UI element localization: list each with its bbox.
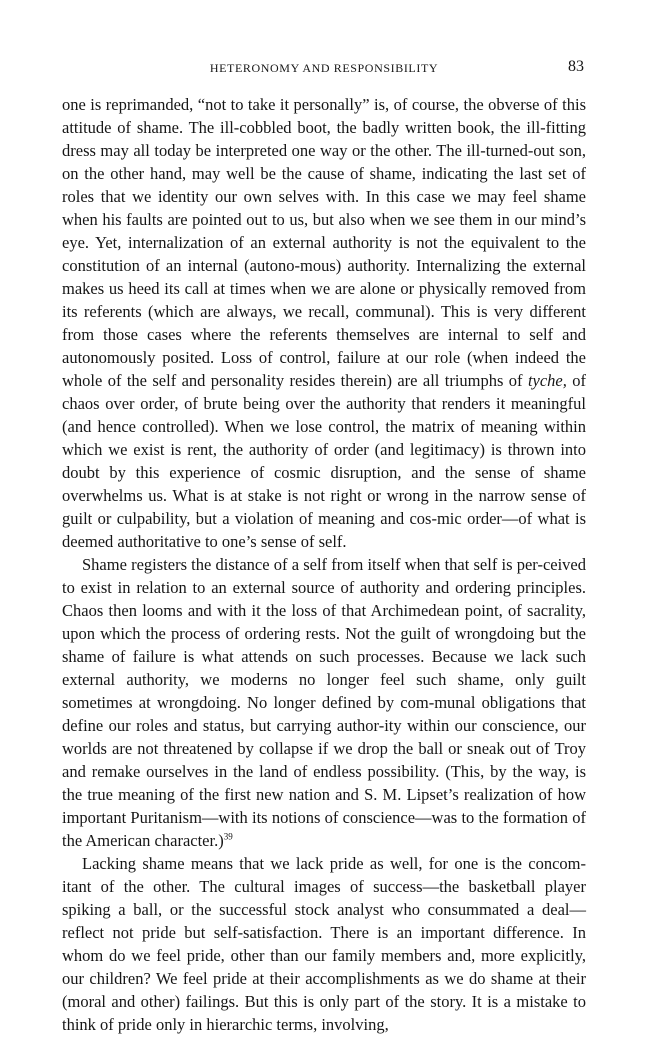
running-header <box>62 58 586 82</box>
text-run: of chaos over order, of brute being over the authority that renders it meaningful (and hence controlled). When we lose control, the matrix of meaning within which we exist is rent, the authority of order (and legitimacy) is thrown into doubt by this experience of cosmic disruption, and the sense of shame overwhelms us. What is at stake is not right or wrong in the narrow sense of guilt or culpability, but a violation of meaning and cos-mic order—of what is deemed authoritative to one’s sense of self. <box>62 371 587 551</box>
paragraph <box>62 852 586 1036</box>
footnote-reference: 39 <box>223 831 233 842</box>
paragraph <box>62 553 586 852</box>
text-run: Shame registers the distance of a self from itself when that self is per-ceived to exist in relation to an external source of authority and ordering principles. Chaos then looms and with it the loss of that Archimedean point, of sacrality, upon which the process of ordering rests. Not the guilt of wrongdoing but the shame of failure is what attends on such processes. Because we lack such external authority, we moderns no longer feel such shame, only guilt sometimes at wrongdoing. No longer defined by com-munal obligations that define our roles and status, but carrying author-ity within our conscience, our worlds are not threatened by collapse if we drop the ball or sneak out of Troy and remake ourselves in the land of endless possibility. (This, by the way, is the true meaning of the first new nation and S. M. Lipset’s realization of how important Puritanism—with its notions of conscience—was to the formation of the American character.) <box>62 555 586 850</box>
book-page <box>62 58 586 1036</box>
body-text <box>62 93 586 1036</box>
text-run: Lacking shame means that we lack pride as well, for one is the concom-itant of the other. The cultural images of success—the basketball player spiking a ball, or the successful stock analyst who consummated a deal—reflect not pride but self-satisfaction. There is an important difference. In whom do we feel pride, other than our family members and, more explicitly, our children? We feel pride at their accomplishments as we do shame at their (moral and other) failings. But this is only part of the story. It is a mistake to think of pride only in hierarchic terms, involving, <box>62 854 586 1034</box>
text-run: one is reprimanded, “not to take it personally” is, of course, the obverse of this attitude of shame. The ill-cobbled boot, the badly written book, the ill-fitting dress may all today be interpreted one way or the other. The ill-turned-out son, on the other hand, may well be the cause of shame, indicating the last set of roles that we identity our own selves with. In this case we may feel shame when his faults are pointed out to us, but also when we see them in our mind’s eye. Yet, internalization of an external authority is not the equivalent to the constitution of an internal (autono-mous) authority. Internalizing the external makes us heed its call at times when we are alone or physically removed from its referents (which are always, we recall, communal). This is very different from those cases where the referents themselves are internal to self and autonomously posited. Loss of control, failure at our role (when indeed the whole of the self and personality resides therein) are all triumphs of <box>62 95 586 390</box>
page-number: 83 <box>568 58 584 75</box>
running-title: HETERONOMY AND RESPONSIBILITY <box>209 61 439 75</box>
italic-term: tyche, <box>527 371 567 390</box>
paragraph <box>62 93 586 553</box>
